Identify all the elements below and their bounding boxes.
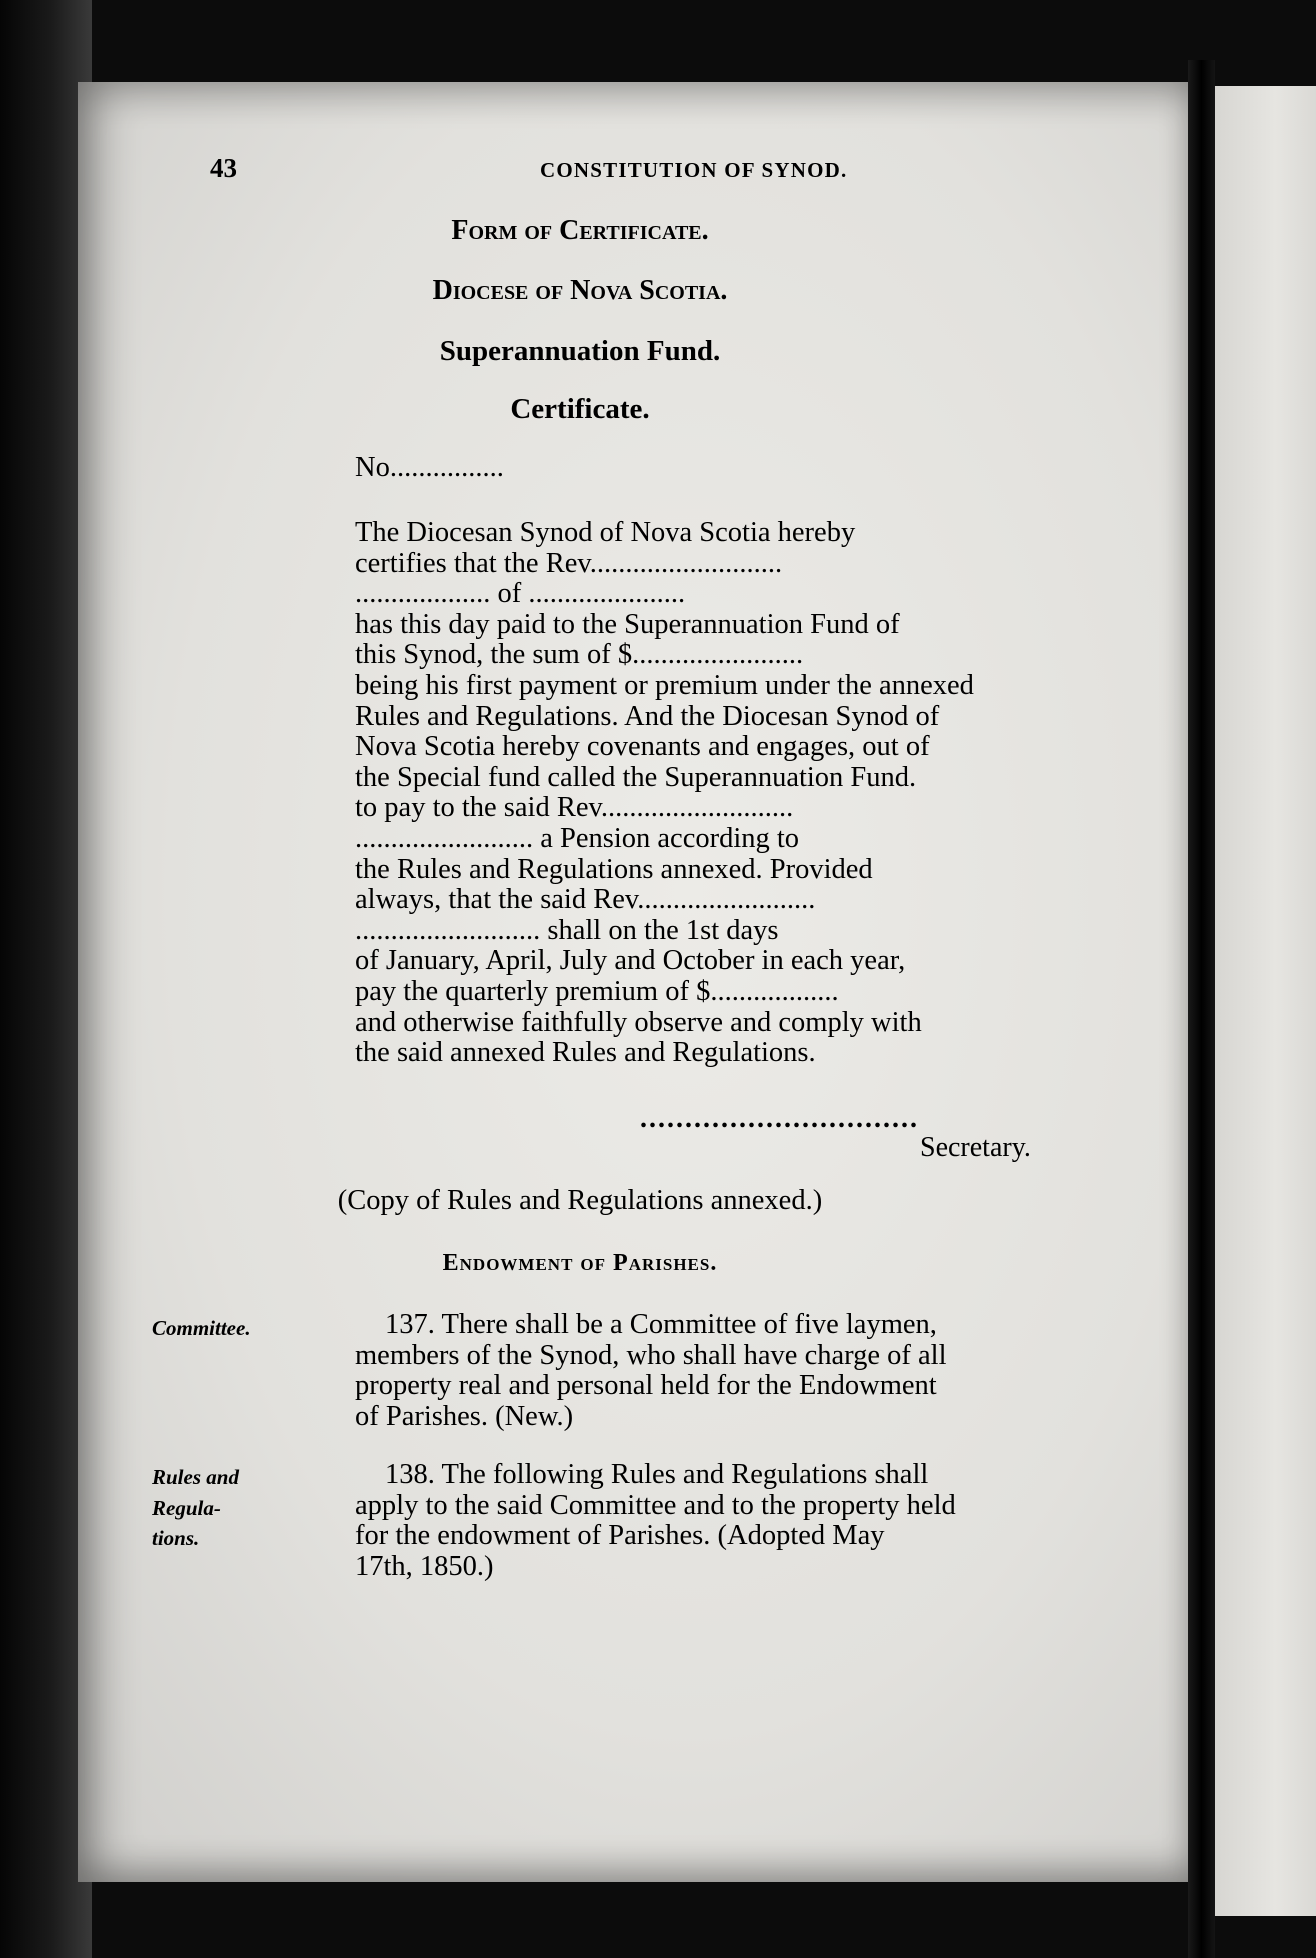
signature-label: Secretary. xyxy=(920,1132,1031,1163)
certificate-line: the said annexed Rules and Regulations. xyxy=(355,1038,816,1069)
margin-note-line: Committee. xyxy=(152,1316,251,1340)
certificate-line: certifies that the Rev........................... xyxy=(355,548,783,579)
running-title: CONSTITUTION OF SYNOD. xyxy=(540,158,848,182)
certificate-line: to pay to the said Rev........................... xyxy=(355,793,794,824)
section-line: of Parishes. (New.) xyxy=(355,1401,574,1432)
certificate-line: of January, April, July and October in each year, xyxy=(355,946,906,977)
certificate-line: Rules and Regulations. And the Diocesan Synod of xyxy=(355,701,940,732)
section-line: for the endowment of Parishes. (Adopted May xyxy=(355,1521,885,1552)
certificate-line: and otherwise faithfully observe and comply with xyxy=(355,1007,922,1038)
form-title: Form of Certificate. xyxy=(451,215,709,246)
rules-annexed-note: (Copy of Rules and Regulations annexed.) xyxy=(337,1185,823,1216)
certificate-line: being his first payment or premium under the annexed xyxy=(355,670,974,701)
margin-note-rules xyxy=(152,1462,239,1554)
certificate-body xyxy=(355,518,1133,1069)
diocese-title: Diocese of Nova Scotia. xyxy=(432,275,728,306)
section-137 xyxy=(355,1310,1133,1432)
margin-note-line: Rules and xyxy=(152,1465,239,1489)
section-line: 138. The following Rules and Regulations shall xyxy=(385,1460,929,1490)
certificate-line: ......................... a Pension according to xyxy=(355,823,800,854)
certificate-line: the Special fund called the Superannuation Fund. xyxy=(355,762,917,793)
section-line: 17th, 1850.) xyxy=(355,1551,494,1582)
certificate-line: ................... of ...................... xyxy=(355,579,686,610)
page-number: 43 xyxy=(210,153,237,183)
margin-note-committee xyxy=(152,1313,251,1344)
section-line: members of the Synod, who shall have charge of all xyxy=(355,1340,947,1371)
section-line: property real and personal held for the Endowment xyxy=(355,1371,937,1402)
certificate-number-line: No................ xyxy=(355,452,504,483)
margin-note-line: Regula- xyxy=(152,1495,221,1520)
section-138 xyxy=(355,1460,1133,1582)
certificate-line: has this day paid to the Superannuation Fund of xyxy=(355,609,900,640)
margin-note-line: tions. xyxy=(152,1526,200,1551)
certificate-title: Certificate. xyxy=(510,393,650,425)
fund-title: Superannuation Fund. xyxy=(439,335,721,367)
endowment-heading: Endowment of Parishes. xyxy=(442,1250,718,1276)
signature-line: ............................... xyxy=(640,1103,919,1134)
certificate-line: the Rules and Regulations annexed. Provided xyxy=(355,854,873,885)
certificate-line: The Diocesan Synod of Nova Scotia hereby xyxy=(355,518,856,548)
section-line: 137. There shall be a Committee of five laymen, xyxy=(385,1310,937,1340)
certificate-line: always, that the said Rev......................... xyxy=(355,885,816,916)
certificate-line: pay the quarterly premium of $.................. xyxy=(355,976,839,1007)
certificate-line: Nova Scotia hereby covenants and engages, out of xyxy=(355,732,930,763)
certificate-line: .......................... shall on the 1st days xyxy=(355,915,779,946)
section-line: apply to the said Committee and to the property held xyxy=(355,1490,956,1521)
certificate-line: this Synod, the sum of $........................ xyxy=(355,640,804,671)
